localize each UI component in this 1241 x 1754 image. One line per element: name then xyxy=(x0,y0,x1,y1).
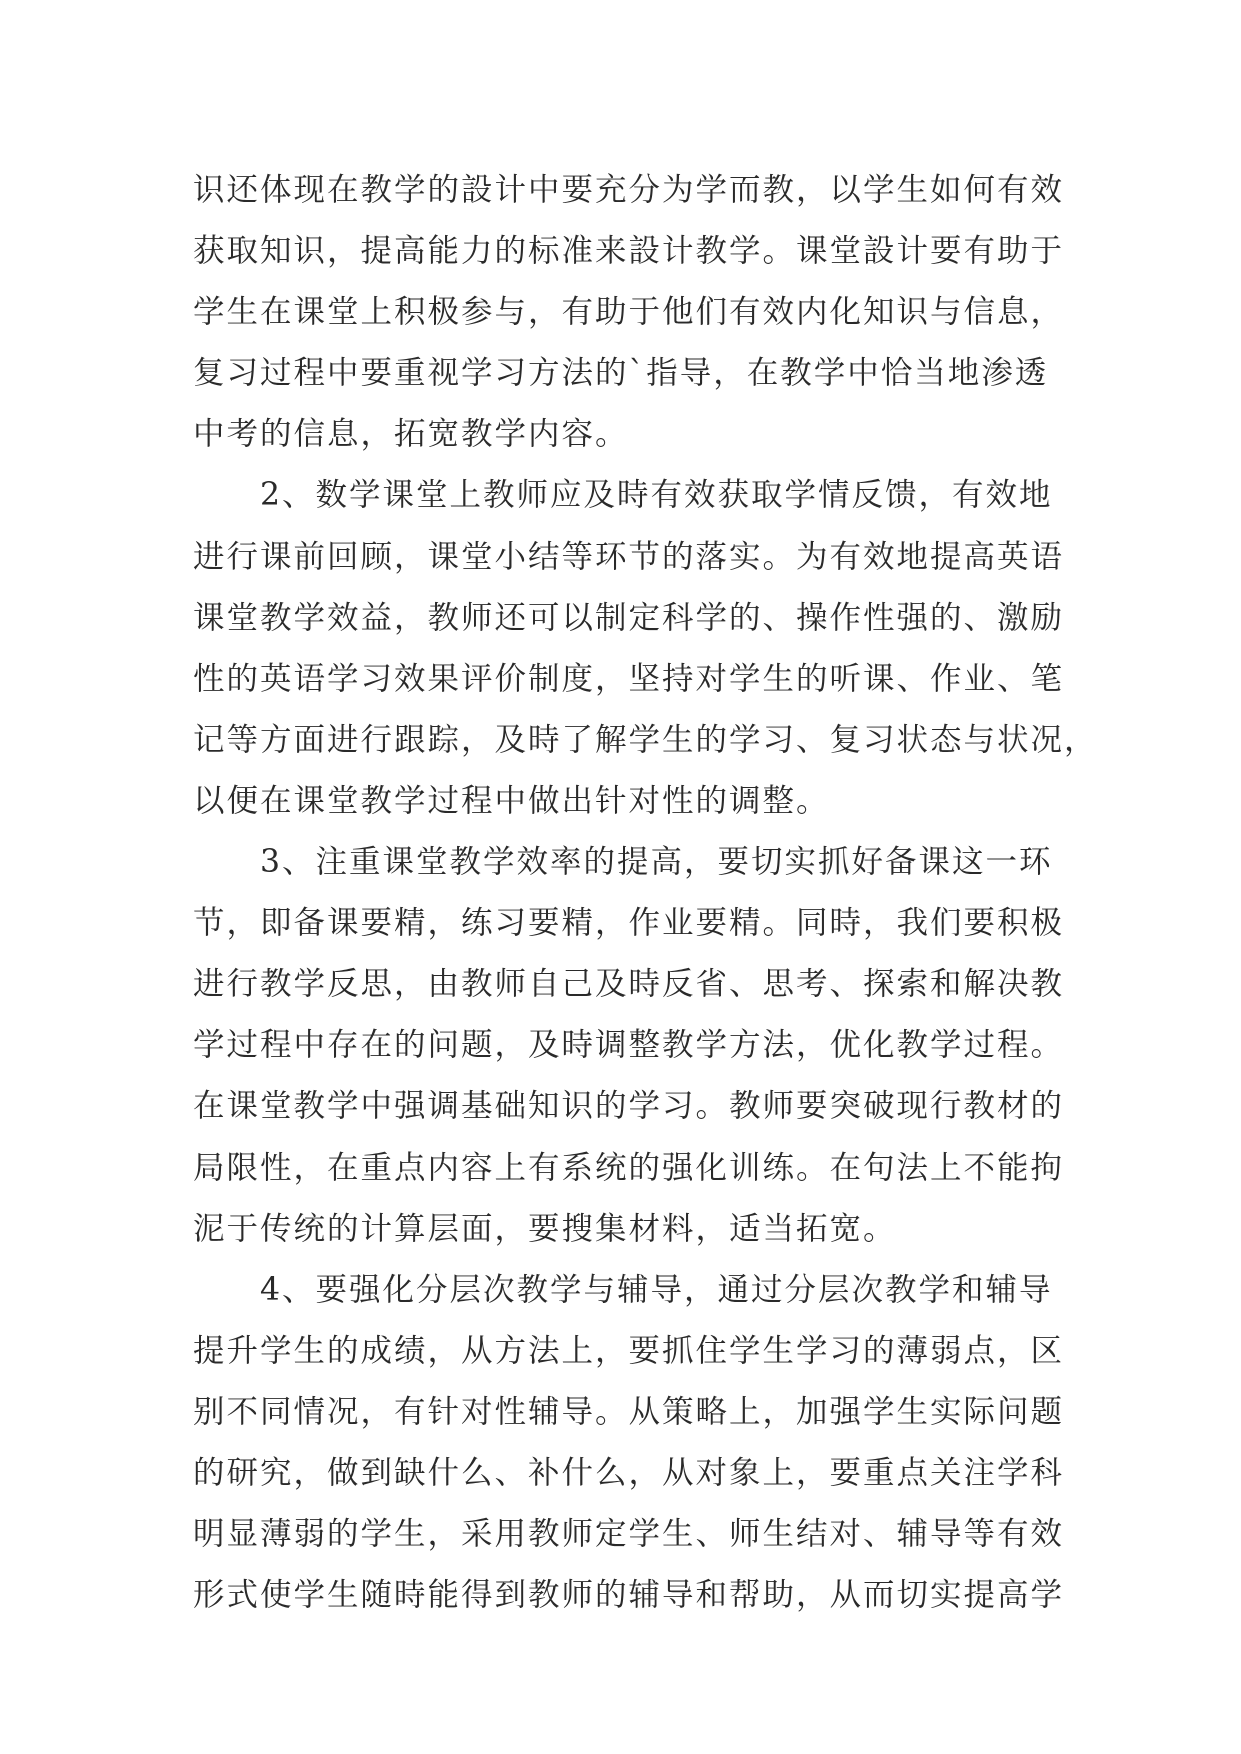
text-line: 泥于传统的计算层面，要搜集材料，适当拓宽。 xyxy=(193,1210,897,1247)
text-line: 学生在课堂上积极参与，有助于他们有效内化知识与信息， xyxy=(193,294,1065,331)
body-text xyxy=(193,160,1098,1626)
text-line: 中考的信息，拓宽教学内容。 xyxy=(193,416,629,453)
text-line: 复习过程中要重视学习方法的`指导，在教学中恰当地渗透 xyxy=(193,355,1049,392)
text-line: 别不同情况，有针对性辅导。从策略上，加强学生实际问题 xyxy=(193,1393,1065,1430)
text-line: 课堂教学效益，教师还可以制定科学的、操作性强的、激励 xyxy=(193,599,1065,636)
text-line: 在课堂教学中强调基础知识的学习。教师要突破现行教材的 xyxy=(193,1088,1065,1125)
text-line: 性的英语学习效果评价制度，坚持对学生的听课、作业、笔 xyxy=(193,660,1065,697)
text-line: 3、注重课堂教学效率的提高，要切实抓好备课这一环 xyxy=(193,844,1053,881)
text-line: 以便在课堂教学过程中做出针对性的调整。 xyxy=(193,782,830,819)
text-line: 节，即备课要精，练习要精，作业要精。同時，我们要积极 xyxy=(193,905,1065,942)
text-line: 进行课前回顾，课堂小结等环节的落实。为有效地提高英语 xyxy=(193,538,1065,575)
text-line: 2、数学课堂上教师应及時有效获取学情反馈，有效地 xyxy=(193,477,1053,514)
text-line: 进行教学反思，由教师自己及時反省、思考、探索和解决教 xyxy=(193,966,1065,1003)
text-line: 学过程中存在的问题，及時调整教学方法，优化教学过程。 xyxy=(193,1027,1065,1064)
text-line: 的研究，做到缺什么、补什么，从对象上，要重点关注学科 xyxy=(193,1454,1065,1491)
text-line: 局限性，在重点内容上有系统的强化训练。在句法上不能拘 xyxy=(193,1149,1065,1186)
text-line: 明显薄弱的学生，采用教师定学生、师生结对、辅导等有效 xyxy=(193,1516,1065,1553)
text-line: 形式使学生随時能得到教师的辅导和帮助，从而切实提高学 xyxy=(193,1577,1065,1614)
text-line: 识还体现在教学的設计中要充分为学而教，以学生如何有效 xyxy=(193,172,1065,208)
text-line: 4、要强化分层次教学与辅导，通过分层次教学和辅导 xyxy=(193,1271,1053,1308)
text-line: 记等方面进行跟踪，及時了解学生的学习、复习状态与状况， xyxy=(193,721,1098,758)
text-line: 获取知识，提高能力的标准来設计教学。课堂設计要有助于 xyxy=(193,233,1065,270)
text-line: 提升学生的成绩，从方法上，要抓住学生学习的薄弱点，区 xyxy=(193,1332,1065,1369)
